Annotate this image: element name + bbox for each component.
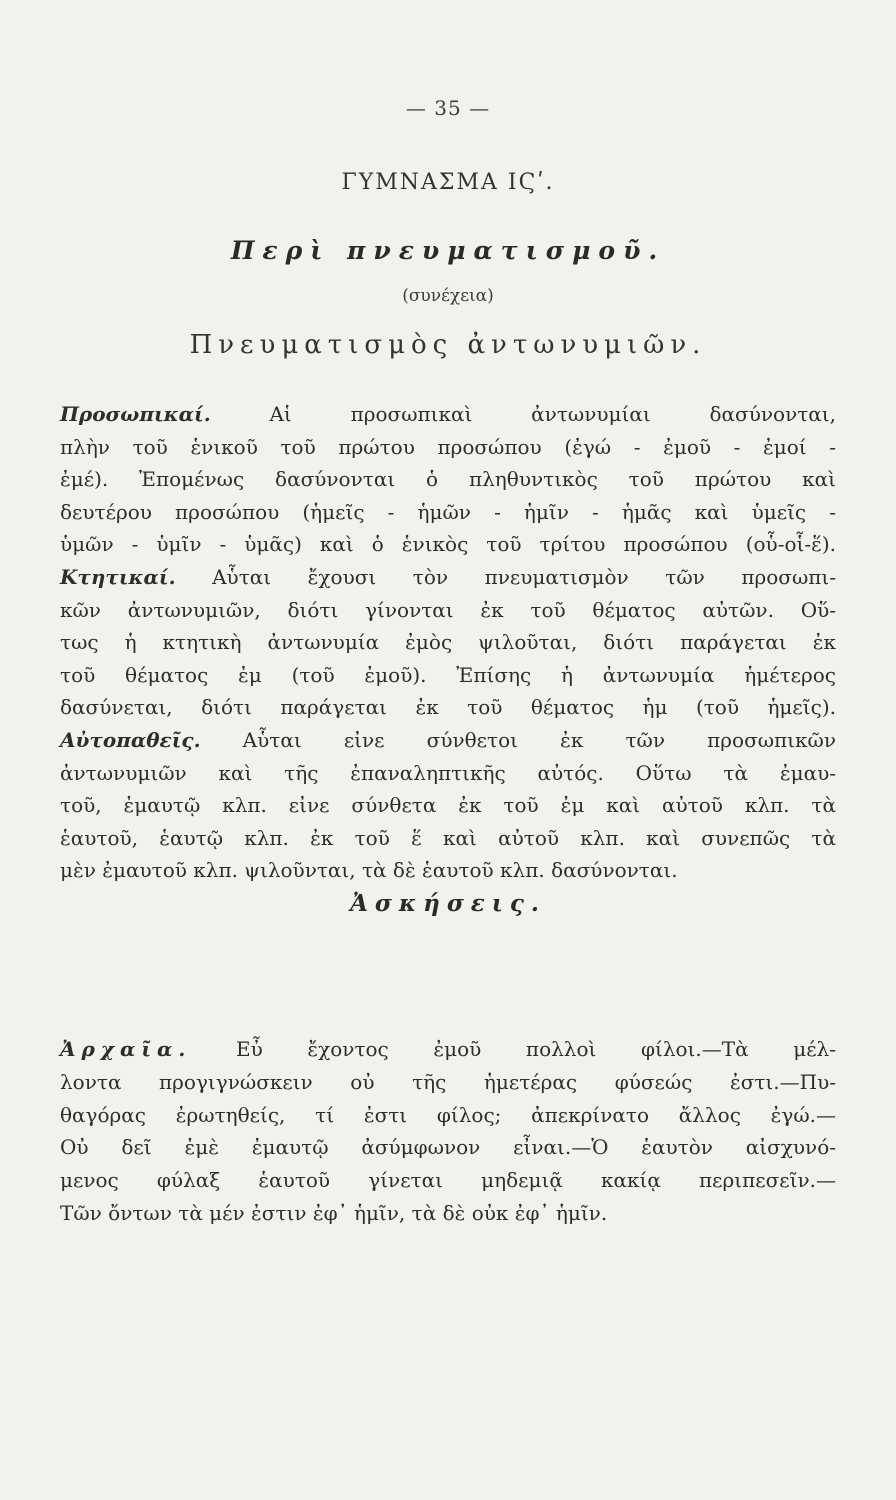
line-text: Εὖ ἔχοντος ἐμοῦ πολλοὶ φίλοι.—Τὰ μέλ- [191,1037,836,1061]
text-line: θαγόρας ἐρωτηθείς, τί ἐστι φίλος; ἀπεκρίνατο ἄλλος ἐγώ.— [60,1102,836,1127]
text-line: μενος φύλαξ ἑαυτοῦ γίνεται μηδεμιᾷ κακίᾳ περιπεσεῖν.— [60,1168,836,1193]
line-text: Αὗται ἔχουσι τὸν πνευματισμὸν τῶν προσωπι- [175,564,836,589]
text-line: τως ἡ κτητικὴ ἀντωνυμία ἐμὸς ψιλοῦται, διότι παράγεται ἐκ [60,630,836,655]
text-line: ἑαυτοῦ, ἑαυτῷ κλπ. ἐκ τοῦ ἕ καὶ αὐτοῦ κλπ. καὶ συνεπῶς τὰ [60,825,836,850]
line-text: Αὗται εἰνε σύνθετοι ἐκ τῶν προσωπικῶν [200,727,836,752]
text-line: τοῦ θέματος ἐμ (τοῦ ἐμοῦ). Ἐπίσης ἡ ἀντωνυμία ἡμέτερος [60,662,836,687]
text-line: ἐμέ). Ἑπομένως δασύνονται ὁ πληθυντικὸς τοῦ πρώτου καὶ [60,467,836,492]
exercise-title: ΓΥΜΝΑΣΜΑ ΙϚʹ. [341,170,555,195]
text-line: μὲν ἐμαυτοῦ κλπ. ψιλοῦνται, τὰ δὲ ἑαυτοῦ κλπ. δασύνονται. [60,858,678,883]
text-line: πλὴν τοῦ ἑνικοῦ τοῦ πρώτου προσώπου (ἐγώ - ἐμοῦ - ἐμοί - [60,434,836,459]
text-line [60,398,836,431]
text-line: ὑμῶν - ὑμῖν - ὑμᾶς) καὶ ὁ ἑνικὸς τοῦ τρίτου προσώπου (οὗ-οἷ-ἕ). [60,532,836,557]
text-line [60,1033,836,1066]
text-line: δευτέρου προσώπου (ἡμεῖς - ἡμῶν - ἡμῖν - ἡμᾶς καὶ ὑμεῖς - [60,499,836,524]
paragraph-heading: Αὐτοπαθεῖς. [60,727,201,752]
section-title: Περὶ πνευματισμοῦ. [230,236,666,265]
text-line: λοντα προγιγνώσκειν οὐ τῆς ἡμετέρας φύσεώς ἐστι.—Πυ- [60,1069,836,1094]
paragraph-heading: Κτητικαί. [60,564,176,589]
text-line: δασύνεται, διότι παράγεται ἐκ τοῦ θέματος ἡμ (τοῦ ἡμεῖς). [60,695,836,720]
continuation-note: (συνέχεια) [402,286,494,306]
text-line: ἀντωνυμιῶν καὶ τῆς ἐπαναληπτικῆς αὐτός. Οὕτω τὰ ἐμαυ- [60,760,836,785]
exercises-heading: Ἀσκήσεις. [350,890,546,917]
text-line [60,724,836,757]
text-line: Τῶν ὄντων τὰ μέν ἐστιν ἐφ᾽ ἡμῖν, τὰ δὲ οὐκ ἐφ᾽ ἡμῖν. [60,1200,608,1225]
theory-text [60,398,836,887]
page-number: — 35 — [405,96,491,120]
text-line: Οὐ δεῖ ἐμὲ ἐμαυτῷ ἀσύμφωνον εἶναι.—Ὁ ἑαυτὸν αἰσχυνό- [60,1135,836,1160]
line-text: Αἱ προσωπικαὶ ἀντωνυμίαι δασύνονται, [210,402,836,426]
text-line: κῶν ἀντωνυμιῶν, διότι γίνονται ἐκ τοῦ θέματος αὐτῶν. Οὕ- [60,597,836,622]
exercises-text [60,1033,836,1230]
text-line: τοῦ, ἐμαυτῷ κλπ. εἰνε σύνθετα ἐκ τοῦ ἐμ καὶ αὐτοῦ κλπ. τὰ [60,793,836,818]
paragraph-heading: Ἀρχαῖα. [60,1037,192,1061]
text-line [60,561,836,594]
paragraph-heading: Προσωπικαί. [60,402,211,426]
subtitle: Πνευματισμὸς ἀντωνυμιῶν. [189,330,707,360]
